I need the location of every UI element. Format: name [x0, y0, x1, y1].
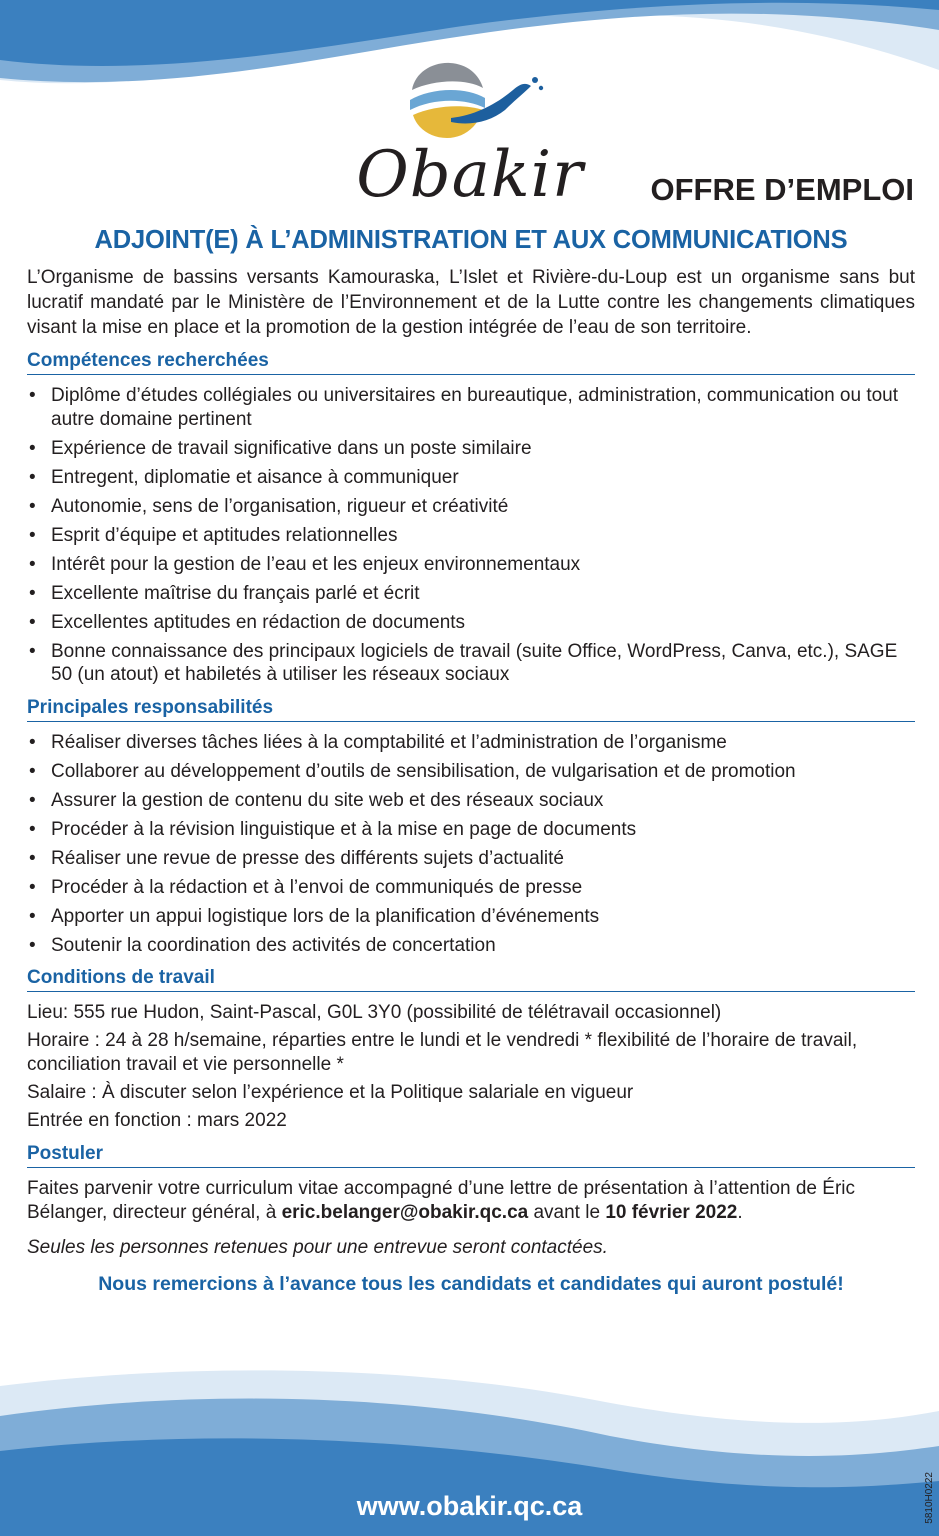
logo-icon [355, 60, 585, 140]
list-item: • Entregent, diplomatie et aisance à communiquer [27, 466, 915, 490]
list-item: • Excellente maîtrise du français parlé et écrit [27, 582, 915, 606]
condition-salaire: Salaire : À discuter selon l’expérience et la Politique salariale en vigueur [27, 1082, 634, 1103]
list-item: • Apporter un appui logistique lors de la planification d’événements [27, 905, 915, 929]
condition-entree: Entrée en fonction : mars 2022 [27, 1110, 287, 1131]
reference-code: 5810H0222 [924, 1472, 935, 1524]
list-item: • Diplôme d’études collégiales ou universitaires en bureautique, administration, communication ou tout autre domaine pertinent [27, 384, 915, 431]
offre-emploi-label: OFFRE D’EMPLOI [650, 172, 914, 207]
postuler-paragraph [27, 1177, 915, 1225]
list-item: • Réaliser une revue de presse des différents sujets d’actualité [27, 847, 915, 871]
responsabilites-heading: Principales responsabilités [27, 697, 915, 722]
conditions-heading: Conditions de travail [27, 967, 915, 992]
intro-paragraph: L’Organisme de bassins versants Kamouraska, L’Islet et Rivière-du-Loup est un organisme sans but lucratif mandaté par le Ministère de l’Environnement et de la Lutte contre les changements climatiques visant la mise en place et la promotion de la gestion intégrée de l’eau de son territoire. [27, 267, 915, 338]
postuler-text-after: . [737, 1202, 743, 1223]
list-item: • Autonomie, sens de l’organisation, rigueur et créativité [27, 495, 915, 519]
postuler-text-before: Faites parvenir votre curriculum vitae accompagné d’une lettre de présentation à l’attention de Éric Bélanger, directeur général, à [27, 1178, 855, 1223]
condition-horaire: Horaire : 24 à 28 h/semaine, réparties entre le lundi et le vendredi * flexibilité de l’horaire de travail, conciliation travail et vie personnelle * [27, 1030, 858, 1075]
deadline-date: 10 février 2022 [605, 1202, 738, 1223]
responsabilites-list [27, 731, 915, 958]
list-item: • Procéder à la révision linguistique et à la mise en page de documents [27, 818, 915, 842]
logo-wordmark: Obakir [356, 138, 584, 212]
selection-note: Seules les personnes retenues pour une entrevue seront contactées. [27, 1237, 608, 1258]
condition-lieu: Lieu: 555 rue Hudon, Saint-Pascal, G0L 3Y0 (possibilité de télétravail occasionnel) [27, 1002, 722, 1023]
conditions-block [27, 1001, 915, 1133]
list-item: • Réaliser diverses tâches liées à la comptabilité et l’administration de l’organisme [27, 731, 915, 755]
competences-heading: Compétences recherchées [27, 350, 915, 375]
website-link[interactable]: www.obakir.qc.ca [356, 1491, 583, 1521]
list-item: • Esprit d’équipe et aptitudes relationnelles [27, 524, 915, 548]
competences-list [27, 384, 915, 687]
obakir-logo [355, 60, 585, 215]
list-item: • Expérience de travail significative dans un poste similaire [27, 437, 915, 461]
list-item: • Assurer la gestion de contenu du site web et des réseaux sociaux [27, 789, 915, 813]
contact-email[interactable]: eric.belanger@obakir.qc.ca [281, 1202, 529, 1223]
list-item: • Bonne connaissance des principaux logiciels de travail (suite Office, WordPress, Canva, etc.), SAGE 50 (un atout) et habiletés à utiliser les réseaux sociaux [27, 640, 915, 687]
thanks-message: Nous remercions à l’avance tous les candidats et candidates qui auront postulé! [98, 1273, 844, 1295]
list-item: • Soutenir la coordination des activités de concertation [27, 934, 915, 958]
list-item: • Intérêt pour la gestion de l’eau et les enjeux environnementaux [27, 553, 915, 577]
postuler-text-middle: avant le [528, 1202, 606, 1223]
postuler-heading: Postuler [27, 1143, 915, 1168]
list-item: • Procéder à la rédaction et à l’envoi de communiqués de presse [27, 876, 915, 900]
list-item: • Collaborer au développement d’outils de sensibilisation, de vulgarisation et de promotion [27, 760, 915, 784]
list-item: • Excellentes aptitudes en rédaction de documents [27, 611, 915, 635]
main-content [27, 226, 915, 1296]
job-title: ADJOINT(E) À L’ADMINISTRATION ET AUX COMMUNICATIONS [94, 226, 848, 254]
